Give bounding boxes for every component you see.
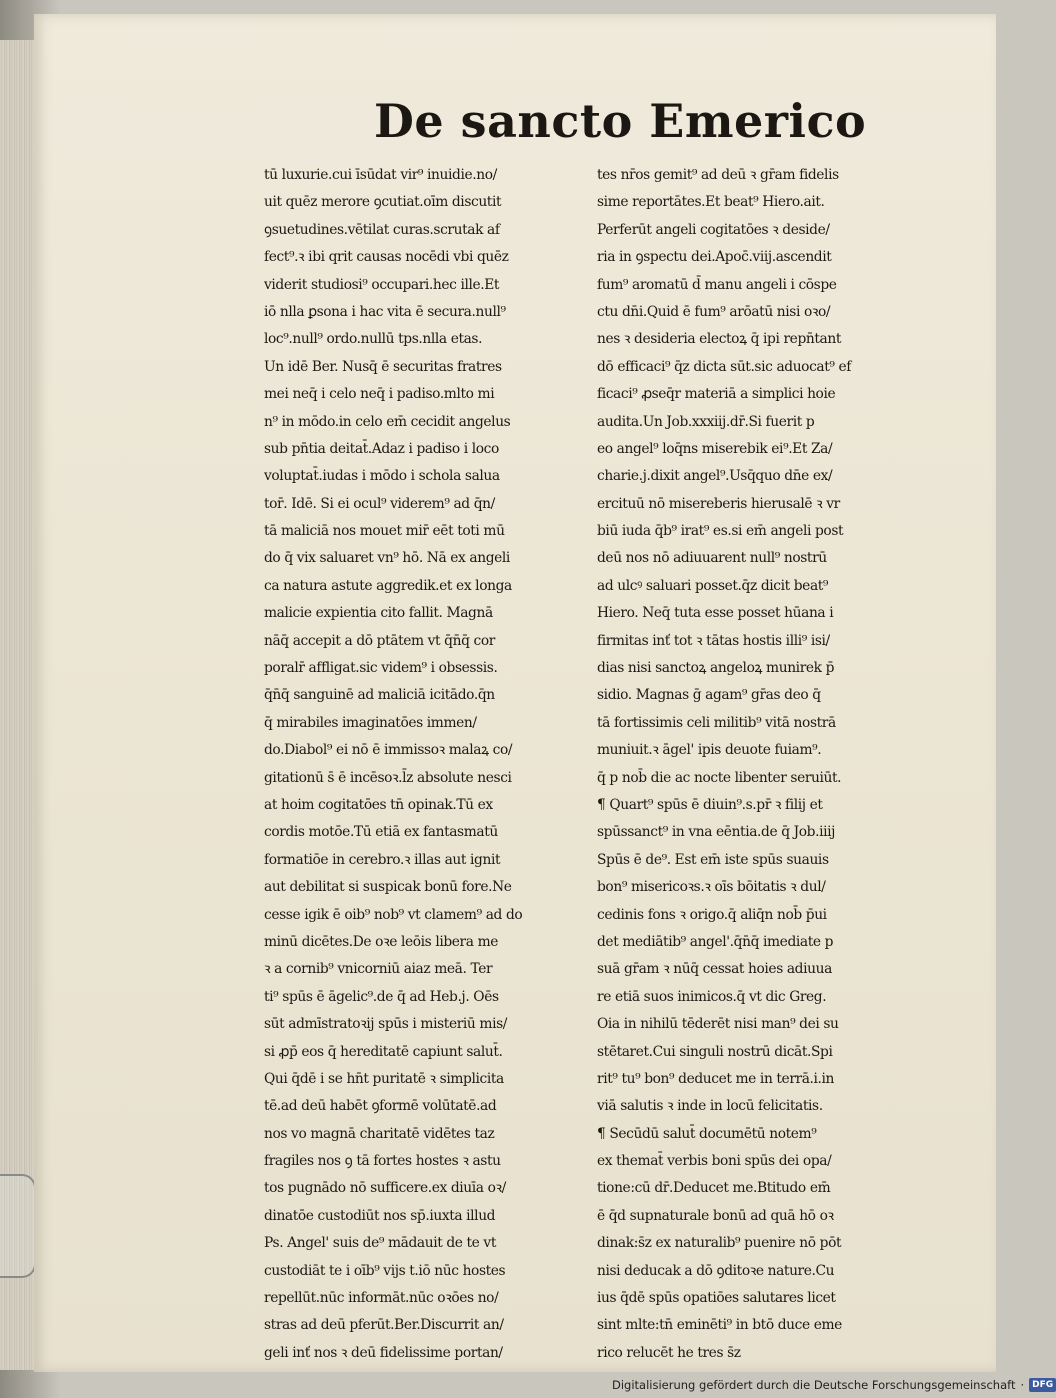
text-line: Perferūt angeli cogitatōes ꝛ deside/ xyxy=(597,221,830,238)
text-line: rit⁹ tu⁹ bon⁹ deducet me in terrā.i.in xyxy=(597,1070,835,1087)
text-line: ercituū nō misereberis hierusalē ꝛ vr xyxy=(597,495,840,512)
text-line: ius q̄dē spūs opatiōes salutares licet xyxy=(597,1290,836,1307)
dfg-logo-icon: DFG xyxy=(1029,1378,1056,1392)
text-line: nisi deducak a dō ꝯditoꝛe nature.Cu xyxy=(597,1262,835,1279)
text-line: nāq̄ accepit a dō ptātem vt q̄n̄q̄ cor xyxy=(264,632,495,649)
text-line: sub pn̄tia deitat̄.Adaz i padiso i loco xyxy=(264,440,499,457)
text-line: tes nr̄os gemit⁹ ad deū ꝛ gr̄am fidelis xyxy=(597,167,839,183)
credit-text: Digitalisierung gefördert durch die Deutsche Forschungsgemeinschaft xyxy=(612,1378,1016,1392)
text-line: cordis motōe.Tū etiā ex fantasmatū xyxy=(264,824,498,841)
text-line: sint mlte:tn̄ eminēti⁹ in btō duce eme xyxy=(597,1317,842,1334)
text-line: tā fortissimis celi militib⁹ vitā nostrā xyxy=(597,714,836,731)
text-line: do.Diabol⁹ ei nō ē immissoꝛ malaꝝ co/ xyxy=(264,742,513,759)
text-line: bon⁹ misericoꝛs.ꝛ oīs bōitatis ꝛ dul/ xyxy=(597,879,826,896)
text-line: minū dicētes.De oꝛe leōis libera me xyxy=(264,933,499,950)
text-line: stētaret.Cui singuli nostrū dicāt.Spi xyxy=(597,1043,833,1060)
text-line: gitationū s̄ ē incēsoꝛ.l̄z absolute nesci xyxy=(264,769,512,786)
book-clasp xyxy=(0,1174,36,1278)
text-line: ¶ Quart⁹ spūs ē diuin⁹.s.pr̄ ꝛ filij et xyxy=(597,796,823,813)
text-line: re etiā suos inimicos.q̄ vt dic Greg. xyxy=(597,988,827,1005)
text-line: det mediātib⁹ angel'.q̄n̄q̄ imediate p xyxy=(597,933,834,950)
text-column-right xyxy=(597,162,919,1367)
text-line: viā salutis ꝛ inde in locū felicitatis. xyxy=(597,1098,823,1115)
text-line: tione:cū dr̄.Deducet me.Btitudo em̄ xyxy=(597,1180,831,1197)
text-line: ca natura astute aggredik.et ex longa xyxy=(264,577,512,594)
text-line: cesse igik ē oib⁹ nob⁹ vt clamem⁹ ad do xyxy=(264,906,523,923)
text-line: ctu dn̄i.Quid ē fum⁹ arōatū nisi oꝛo/ xyxy=(597,303,831,320)
text-line: aut debilitat si suspicak bonū fore.Ne xyxy=(264,879,512,896)
text-line: geli inť nos ꝛ deū fidelissime portan/ xyxy=(264,1344,503,1361)
text-line: ficaci⁹ ꝓseq̄r materiā a simplici hoie xyxy=(597,386,836,403)
text-line: si ꝓp̄ eos q̄ hereditatē capiunt salut̄. xyxy=(264,1043,503,1060)
text-line: Oia in nihilū tēderēt nisi man⁹ dei su xyxy=(597,1016,839,1033)
text-line: ē q̄d supnaturale bonū ad quā hō oꝛ xyxy=(597,1207,834,1224)
text-line: nes ꝛ desideria electoꝝ q̄ ipi repn̄tant xyxy=(597,331,841,348)
text-line: rico relucēt he tres s̄z xyxy=(597,1344,741,1361)
text-line: dinak:s̄z ex naturalib⁹ puenire nō pōt xyxy=(597,1235,842,1252)
text-line: uit quēz merore ꝯcutiat.oīm discutit xyxy=(264,194,502,211)
text-line: ria in ꝯspectu dei.Apoc̄.viij.ascendit xyxy=(597,249,832,266)
text-line: n⁹ in mōdo.in celo em̄ cecidit angelus xyxy=(264,413,511,430)
text-line: eo angel⁹ loq̄ns miserebik ei⁹.Et Za/ xyxy=(597,440,833,457)
text-line: mei neq̄ i celo neq̄ i padiso.mlto mi xyxy=(264,386,495,403)
book-page-edges xyxy=(0,40,37,1370)
text-line: malicie expientia cito fallit. Magnā xyxy=(264,605,493,622)
text-line: poralr̄ affligat.sic videm⁹ i obsessis. xyxy=(264,660,498,677)
text-line: fum⁹ aromatū d̄ manu angeli i cōspe xyxy=(597,276,837,293)
text-line: ꝛ a cornib⁹ vnicorniū aiaz meā. Ter xyxy=(264,961,493,978)
text-line: q̄ mirabiles imaginatōes immen/ xyxy=(264,714,477,731)
text-line: stras ad deū pferūt.Ber.Discurrit an/ xyxy=(264,1317,504,1334)
text-line: at hoim cogitatōes tn̄ opinak.Tū ex xyxy=(264,796,493,813)
text-line: Un idē Ber. Nusq̄ ē securitas fratres xyxy=(264,358,502,375)
text-line: loc⁹.null⁹ ordo.nullū tps.nlla etas. xyxy=(264,331,483,348)
text-line: deū nos nō adiuuarent null⁹ nostrū xyxy=(597,550,827,567)
text-line: suā gr̄am ꝛ nūq̄ cessat hoies adiuua xyxy=(597,961,832,978)
credit-separator: · xyxy=(1020,1378,1025,1392)
text-line: Spūs ē de⁹. Est em̄ iste spūs suauis xyxy=(597,851,829,868)
text-line: fragiles nos ꝯ tā fortes hostes ꝛ astu xyxy=(264,1153,501,1170)
text-line: q̄n̄q̄ sanguinē ad maliciā icitādo.q̄n xyxy=(264,687,495,704)
text-line: tā maliciā nos mouet mir̄ eēt toti mū xyxy=(264,523,505,540)
running-head: De sancto Emerico xyxy=(374,94,867,148)
text-line: ꝯsuetudines.vētilat curas.scrutak af xyxy=(264,221,500,238)
text-line: charie.j.dixit angel⁹.Usq̄quo dn̄e ex/ xyxy=(597,468,833,485)
text-line: nos vo magnā charitatē vidētes taz xyxy=(264,1125,495,1142)
text-line: tū luxurie.cui īsūdat vir⁹ inuidie.no/ xyxy=(264,167,497,183)
text-line: tos pugnādo nō sufficere.ex diuīa oꝛ/ xyxy=(264,1180,506,1197)
text-line: viderit studiosi⁹ occupari.hec ille.Et xyxy=(264,276,500,293)
text-line: iō nlla ꝑsona i hac vita ē secura.null⁹ xyxy=(264,303,506,320)
text-line: cedinis fons ꝛ origo.q̄ aliq̄n nob̄ p̄ui xyxy=(597,906,827,923)
text-line: firmitas inť tot ꝛ tātas hostis illi⁹ isi/ xyxy=(597,632,830,649)
digitization-credit xyxy=(612,1378,1056,1392)
text-line: spūssanct⁹ in vna eēntia.de q̄ Job.iiij xyxy=(597,824,835,841)
text-line: sūt admīstratoꝛij spūs i misteriū mis/ xyxy=(264,1016,508,1033)
text-line: repellūt.nūc informāt.nūc oꝛōes no/ xyxy=(264,1290,499,1307)
text-line: fect⁹.ꝛ ibi qrit causas nocēdi vbi quēz xyxy=(264,249,509,266)
text-line: dinatōe custodiūt nos sp̄.iuxta illud xyxy=(264,1207,496,1224)
text-line: custodiāt te i oīb⁹ vijs t.iō nūc hostes xyxy=(264,1262,506,1279)
text-line: dō efficaci⁹ q̄z dicta sūt.sic aduocat⁹ ef xyxy=(597,358,851,375)
text-line: dias nisi sanctoꝝ angeloꝝ munirek p̄ xyxy=(597,660,835,677)
text-line: Ps. Angel' suis de⁹ mādauit de te vt xyxy=(264,1235,496,1252)
text-line: Qui q̄dē i se hn̄t puritatē ꝛ simplicita xyxy=(264,1070,504,1087)
text-line: ex themat̄ verbis boni spūs dei opa/ xyxy=(597,1153,832,1170)
text-line: sime reportātes.Et beat⁹ Hiero.ait. xyxy=(597,194,825,211)
text-line: Hiero. Neq̄ tuta esse posset hūana i xyxy=(597,605,834,622)
text-line: audita.Un Job.xxxiij.dr̄.Si fuerit p xyxy=(597,413,815,430)
text-column-left xyxy=(264,162,586,1367)
text-line: tor̄. Idē. Si ei ocul⁹ viderem⁹ ad q̄n/ xyxy=(264,495,495,512)
text-line: do q̄ vix saluaret vn⁹ hō. Nā ex angeli xyxy=(264,550,510,567)
text-line: ti⁹ spūs ē āgelic⁹.de q̄ ad Heb.j. Oēs xyxy=(264,988,499,1005)
text-line: muniuit.ꝛ āgel' ipis deuote fuiam⁹. xyxy=(597,742,822,759)
text-line: sidio. Magnas ḡ agam⁹ gr̄as deo q̄ xyxy=(597,687,821,704)
text-line: q̄ p nob̄ die ac nocte libenter seruiūt. xyxy=(597,769,842,786)
text-line: formatiōe in cerebro.ꝛ illas aut ignit xyxy=(264,851,501,868)
text-line: ¶ Secūdū salut̄ documētū notem⁹ xyxy=(597,1125,817,1142)
text-line: voluptat̄.iudas i mōdo i schola salua xyxy=(264,468,500,485)
book-page xyxy=(34,14,996,1372)
text-line: tē.ad deū habēt ꝯformē volūtatē.ad xyxy=(264,1098,497,1115)
text-line: biū iuda q̄b⁹ irat⁹ es.si em̄ angeli post xyxy=(597,523,844,540)
text-line: ad ulcꝰ saluari posset.q̄z dicit beat⁹ xyxy=(597,577,829,594)
